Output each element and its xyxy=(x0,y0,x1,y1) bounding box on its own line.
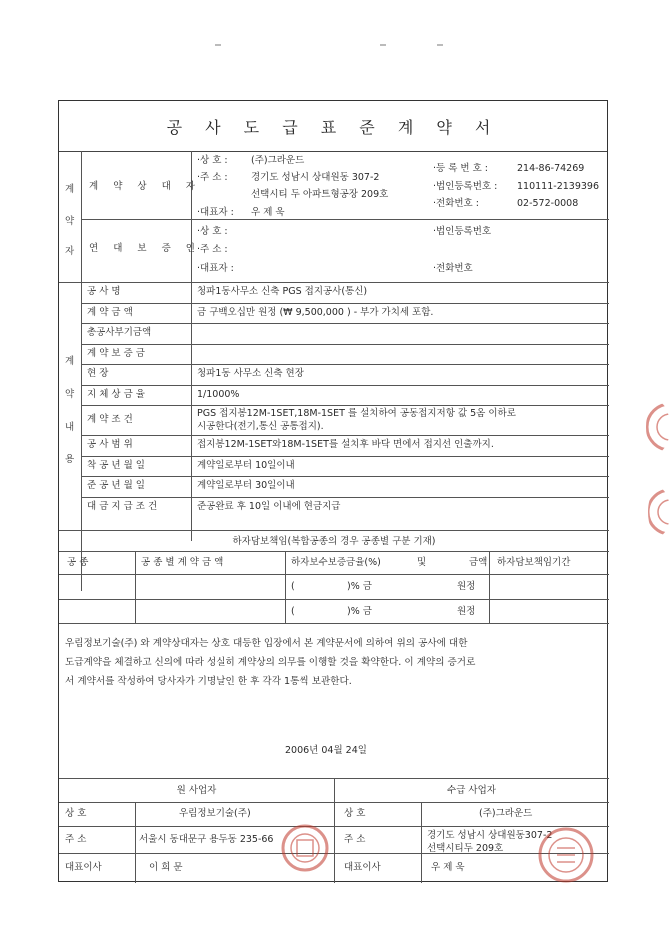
warranty-row-won: 원정 xyxy=(457,581,476,592)
item-value: 접지봉12M-1SET와18M-1SET를 설치후 바닥 면에서 접지선 인출까지. xyxy=(197,439,494,451)
sign-rep-label: 대표이사 xyxy=(65,862,102,873)
side-label: 약 xyxy=(65,216,75,227)
prime-contractor-header: 원 사업자 xyxy=(176,785,217,796)
phone-label: ·전화번호 : xyxy=(433,198,479,209)
warranty-header: 하자담보책임(복합공종의 경우 공종별 구분 기재) xyxy=(232,536,436,547)
item-label: 준 공 년 월 일 xyxy=(87,480,145,492)
warranty-col-trade: 공 종 xyxy=(67,557,89,568)
agreement-text-line: 도급계약을 체결하고 신의에 따라 성실히 계약상의 의무를 이행할 것을 확약한다. 이 계약의 증거로 xyxy=(65,657,476,668)
item-label: 지 체 상 금 율 xyxy=(87,388,145,400)
seal-fragment-stamp xyxy=(648,488,670,536)
sign-rep-label: 대표이사 xyxy=(344,862,381,873)
prime-contractor-address: 서울시 동대문구 용두동 235-66 xyxy=(139,834,274,845)
item-label: 공 사 범 위 xyxy=(87,439,133,451)
company-seal-stamp xyxy=(537,826,595,884)
warranty-row-pct: )% 금 xyxy=(347,581,372,592)
side-label: 용 xyxy=(65,454,75,465)
contractor-label: 계 약 상 대 자 xyxy=(89,181,201,192)
contractor-rep: 우 제 욱 xyxy=(251,207,285,218)
contractor-name: (주)그라운드 xyxy=(251,155,305,166)
warranty-col-and: 및 xyxy=(417,557,427,568)
guarantor-phone-label: ·전화번호 xyxy=(433,263,473,274)
sign-name-label: 상 호 xyxy=(344,808,366,819)
contractor-address: 선택시티 두 아파트형공장 209호 xyxy=(251,189,389,200)
contractor-name-label: ·상 호 : xyxy=(197,155,228,166)
item-value: 준공완료 후 10일 이내에 현금지급 xyxy=(197,500,341,512)
item-label: 계 약 금 액 xyxy=(87,306,133,318)
item-value: PGS 접지봉12M-1SET,18M-1SET 를 설치하여 공동접지저항 값 5옴 이하로 xyxy=(197,408,516,419)
item-label: 공 사 명 xyxy=(87,286,121,298)
agreement-text-line: 우림정보기술(주) 와 계약상대자는 상호 대등한 입장에서 본 계약문서에 의하여 위의 공사에 대한 xyxy=(65,638,468,649)
corp-number: 110111-2139396 xyxy=(517,181,600,192)
prime-contractor-rep: 이 희 문 xyxy=(149,862,183,873)
side-label: 계 xyxy=(65,356,75,367)
seal-fragment-stamp xyxy=(646,402,670,452)
agreement-text-line: 서 계약서를 작성하여 당사자가 기명날인 한 후 각각 1통씩 보관한다. xyxy=(65,676,352,687)
contractor-address-label: ·주 소 : xyxy=(197,172,228,183)
sign-address-label: 주 소 xyxy=(65,834,87,845)
item-label: 총공사부기금액 xyxy=(87,327,152,339)
subcontractor-rep: 우 제 욱 xyxy=(431,862,465,873)
scan-speck xyxy=(215,44,221,46)
guarantor-name-label: ·상 호 : xyxy=(197,226,228,237)
side-label: 계 xyxy=(65,184,75,195)
item-label: 계 약 조 건 xyxy=(87,414,133,425)
phone-number: 02-572-0008 xyxy=(517,198,579,209)
subcontractor-address: 선택시티두 209호 xyxy=(427,843,504,854)
side-label: 내 xyxy=(65,422,75,433)
subcontractor-name: (주)그라운드 xyxy=(479,808,533,819)
item-value: 계약일로부터 10일이내 xyxy=(197,459,295,471)
item-value: 금 구백오십만 원정 (₩ 9,500,000 ) - 부가 가치세 포함. xyxy=(197,306,434,318)
item-value: 시공한다(전기,통신 공통접지). xyxy=(197,421,324,432)
warranty-row-pct: )% 금 xyxy=(347,606,372,617)
contract-page xyxy=(58,100,608,882)
sign-name-label: 상 호 xyxy=(65,808,87,819)
contract-date: 2006년 04월 24일 xyxy=(285,745,367,756)
guarantor-address-label: ·주 소 : xyxy=(197,244,228,255)
contractor-rep-label: ·대표자 : xyxy=(197,207,234,218)
guarantor-corp-label: ·법인등록번호 xyxy=(433,226,492,237)
warranty-col-amount: 공 종 별 계 약 금 액 xyxy=(141,557,224,568)
guarantor-label: 연 대 보 증 인 xyxy=(89,243,201,254)
item-value: 청파1동 사무소 신축 현장 xyxy=(197,368,304,380)
warranty-row-open: ( xyxy=(291,581,295,592)
company-seal-stamp xyxy=(280,823,330,873)
contractor-address: 경기도 성남시 상대원동 307-2 xyxy=(251,172,380,183)
item-value: 1/1000% xyxy=(197,388,240,400)
reg-number: 214-86-74269 xyxy=(517,163,585,174)
reg-number-label: ·등 록 번 호 : xyxy=(433,163,489,174)
warranty-col-period: 하자담보책임기간 xyxy=(497,557,571,568)
subcontractor-header: 수급 사업자 xyxy=(447,785,496,796)
warranty-col-money: 금액 xyxy=(469,557,488,568)
warranty-row-won: 원정 xyxy=(457,606,476,617)
prime-contractor-name: 우림정보기술(주) xyxy=(179,808,251,819)
contract-title: 공 사 도 급 표 준 계 약 서 xyxy=(59,101,607,152)
item-value: 계약일로부터 30일이내 xyxy=(197,480,295,492)
subcontractor-address: 경기도 성남시 상대원동307-2 xyxy=(427,830,553,841)
scan-speck xyxy=(380,44,386,46)
scan-speck xyxy=(437,44,443,46)
sign-address-label: 주 소 xyxy=(344,834,366,845)
item-label: 현 장 xyxy=(87,368,109,380)
warranty-row-open: ( xyxy=(291,606,295,617)
side-label: 약 xyxy=(65,389,75,400)
item-label: 계 약 보 증 금 xyxy=(87,347,145,359)
item-label: 착 공 년 월 일 xyxy=(87,459,145,471)
corp-number-label: ·법인등록번호 : xyxy=(433,181,498,192)
warranty-col-rate: 하자보수보증금율(%) xyxy=(291,557,381,568)
guarantor-rep-label: ·대표자 : xyxy=(197,263,234,274)
item-label: 대 금 지 급 조 건 xyxy=(87,500,158,512)
side-label: 자 xyxy=(65,246,75,257)
item-value: 청파1동사무소 신축 PGS 접지공사(통신) xyxy=(197,286,368,298)
